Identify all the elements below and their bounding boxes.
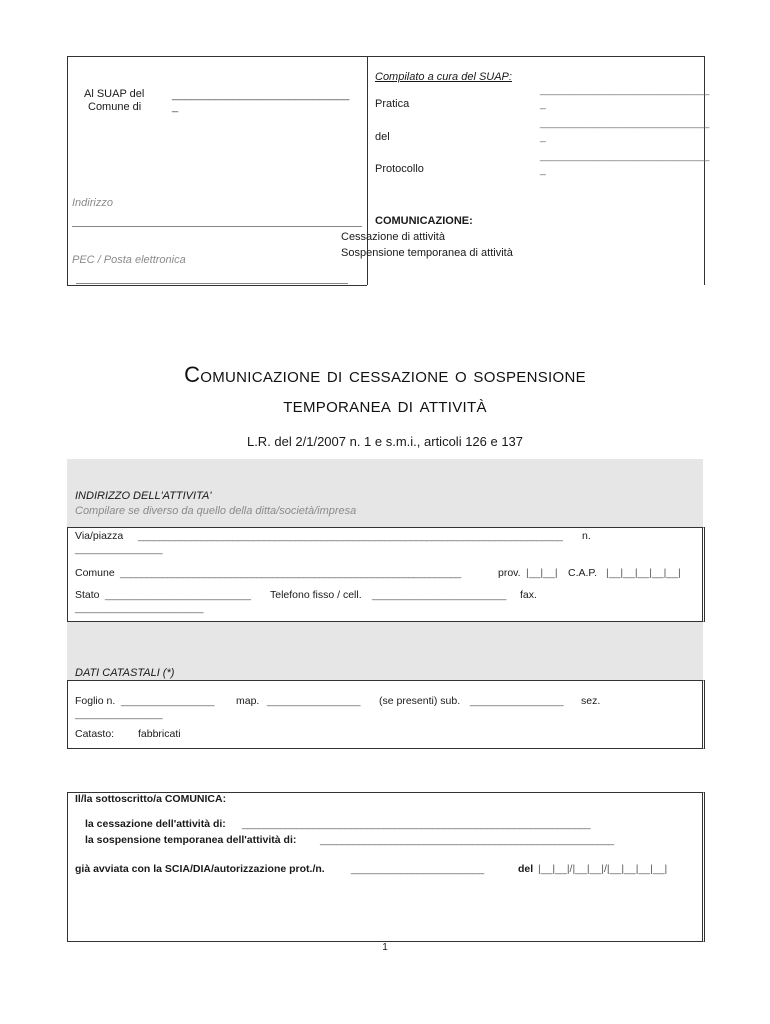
sez-field[interactable]: _______________ bbox=[75, 708, 163, 720]
suap-compilato-heading: Compilato a cura del SUAP: bbox=[375, 71, 512, 83]
comune-input[interactable]: _________________________________________________________________ bbox=[120, 567, 461, 579]
catasto-fabbricati-option[interactable]: fabbricati bbox=[138, 728, 181, 740]
fax-field[interactable]: ______________________ bbox=[75, 602, 204, 614]
avviata-date-field[interactable]: |__|__|/|__|__|/|__|__|__|__| bbox=[538, 863, 668, 875]
del-field-tail: _ bbox=[540, 131, 546, 143]
pec-label: PEC / Posta elettronica bbox=[72, 254, 186, 266]
stato-label: Stato bbox=[75, 589, 100, 601]
cap-field[interactable]: |__|__|__|__|__| bbox=[606, 567, 681, 579]
sospensione-label: la sospensione temporanea dell'attività di: bbox=[85, 834, 297, 846]
pratica-label: Pratica bbox=[375, 98, 410, 110]
del-field[interactable]: _____________________________ bbox=[540, 117, 710, 129]
map-field[interactable]: ________________ bbox=[267, 695, 361, 707]
catastali-box bbox=[67, 680, 705, 749]
sub-field[interactable]: ________________ bbox=[470, 695, 564, 707]
indirizzo-field[interactable] bbox=[72, 226, 362, 227]
indirizzo-note: Compilare se diverso da quello della ditta/società/impresa bbox=[75, 505, 357, 517]
page-title-line2: temporanea di attività bbox=[283, 392, 487, 417]
cap-label: C.A.P. bbox=[568, 567, 597, 579]
n-field[interactable]: _______________ bbox=[75, 543, 163, 555]
telefono-field[interactable]: _______________________ bbox=[372, 589, 507, 601]
stato-field[interactable]: _________________________ bbox=[105, 589, 251, 601]
fax-label: fax. bbox=[520, 589, 537, 601]
pratica-field[interactable]: _____________________________ bbox=[540, 84, 710, 96]
foglio-field[interactable]: ________________ bbox=[121, 695, 215, 707]
map-label: map. bbox=[236, 695, 260, 707]
page-subtitle: L.R. del 2/1/2007 n. 1 e s.m.i., articoli 126 e 137 bbox=[246, 434, 524, 449]
comunica-heading: Il/la sottoscritto/a COMUNICA: bbox=[75, 793, 227, 805]
sospensione-field[interactable]: ______________________________________________________ bbox=[320, 834, 614, 846]
comunicazione-heading: COMUNICAZIONE: bbox=[375, 215, 473, 227]
suap-label-1: Al SUAP del bbox=[84, 88, 145, 100]
protocollo-label: Protocollo bbox=[375, 163, 424, 175]
option-sospensione[interactable]: Sospensione temporanea di attività bbox=[341, 247, 513, 259]
catasto-label: Catasto: bbox=[75, 728, 115, 740]
protocollo-field[interactable]: _____________________________ bbox=[540, 150, 710, 162]
catastali-heading: DATI CATASTALI (*) bbox=[75, 667, 175, 679]
cessazione-field[interactable]: ________________________________________________________________ bbox=[242, 818, 591, 830]
comune-field[interactable]: _____________________________ bbox=[172, 89, 350, 101]
sez-label: sez. bbox=[581, 695, 601, 707]
del-label: del bbox=[375, 131, 390, 143]
prov-field[interactable]: |__|__| bbox=[526, 567, 558, 579]
via-label: Via/piazza bbox=[75, 530, 124, 542]
cessazione-label: la cessazione dell'attività di: bbox=[85, 818, 226, 830]
comune-label: Comune bbox=[75, 567, 115, 579]
avviata-prot-field[interactable]: ________________________ bbox=[351, 863, 484, 875]
protocollo-field-tail: _ bbox=[540, 164, 546, 176]
indirizzo-heading: INDIRIZZO DELL'ATTIVITA' bbox=[75, 490, 212, 502]
telefono-label: Telefono fisso / cell. bbox=[270, 589, 362, 601]
foglio-label: Foglio n. bbox=[75, 695, 116, 707]
pratica-field-tail: _ bbox=[540, 98, 546, 110]
via-field[interactable]: _________________________________________________________________________________ bbox=[138, 530, 563, 542]
avviata-del-label: del bbox=[518, 863, 534, 875]
page-number: 1 bbox=[382, 942, 388, 953]
indirizzo-box bbox=[67, 527, 705, 622]
suap-label-2: Comune di bbox=[88, 101, 142, 113]
option-cessazione[interactable]: Cessazione di attività bbox=[341, 231, 445, 243]
indirizzo-label: Indirizzo bbox=[72, 197, 113, 209]
comune-field-tail: _ bbox=[172, 101, 179, 113]
pec-field[interactable] bbox=[76, 283, 348, 284]
n-label: n. bbox=[582, 530, 591, 542]
prov-label: prov. bbox=[498, 567, 521, 579]
sub-label: (se presenti) sub. bbox=[379, 695, 461, 707]
page-title-line1: Comunicazione di cessazione o sospensione bbox=[184, 362, 586, 387]
comunica-box bbox=[67, 792, 705, 942]
avviata-label: già avviata con la SCIA/DIA/autorizzazione prot./n. bbox=[75, 863, 325, 875]
